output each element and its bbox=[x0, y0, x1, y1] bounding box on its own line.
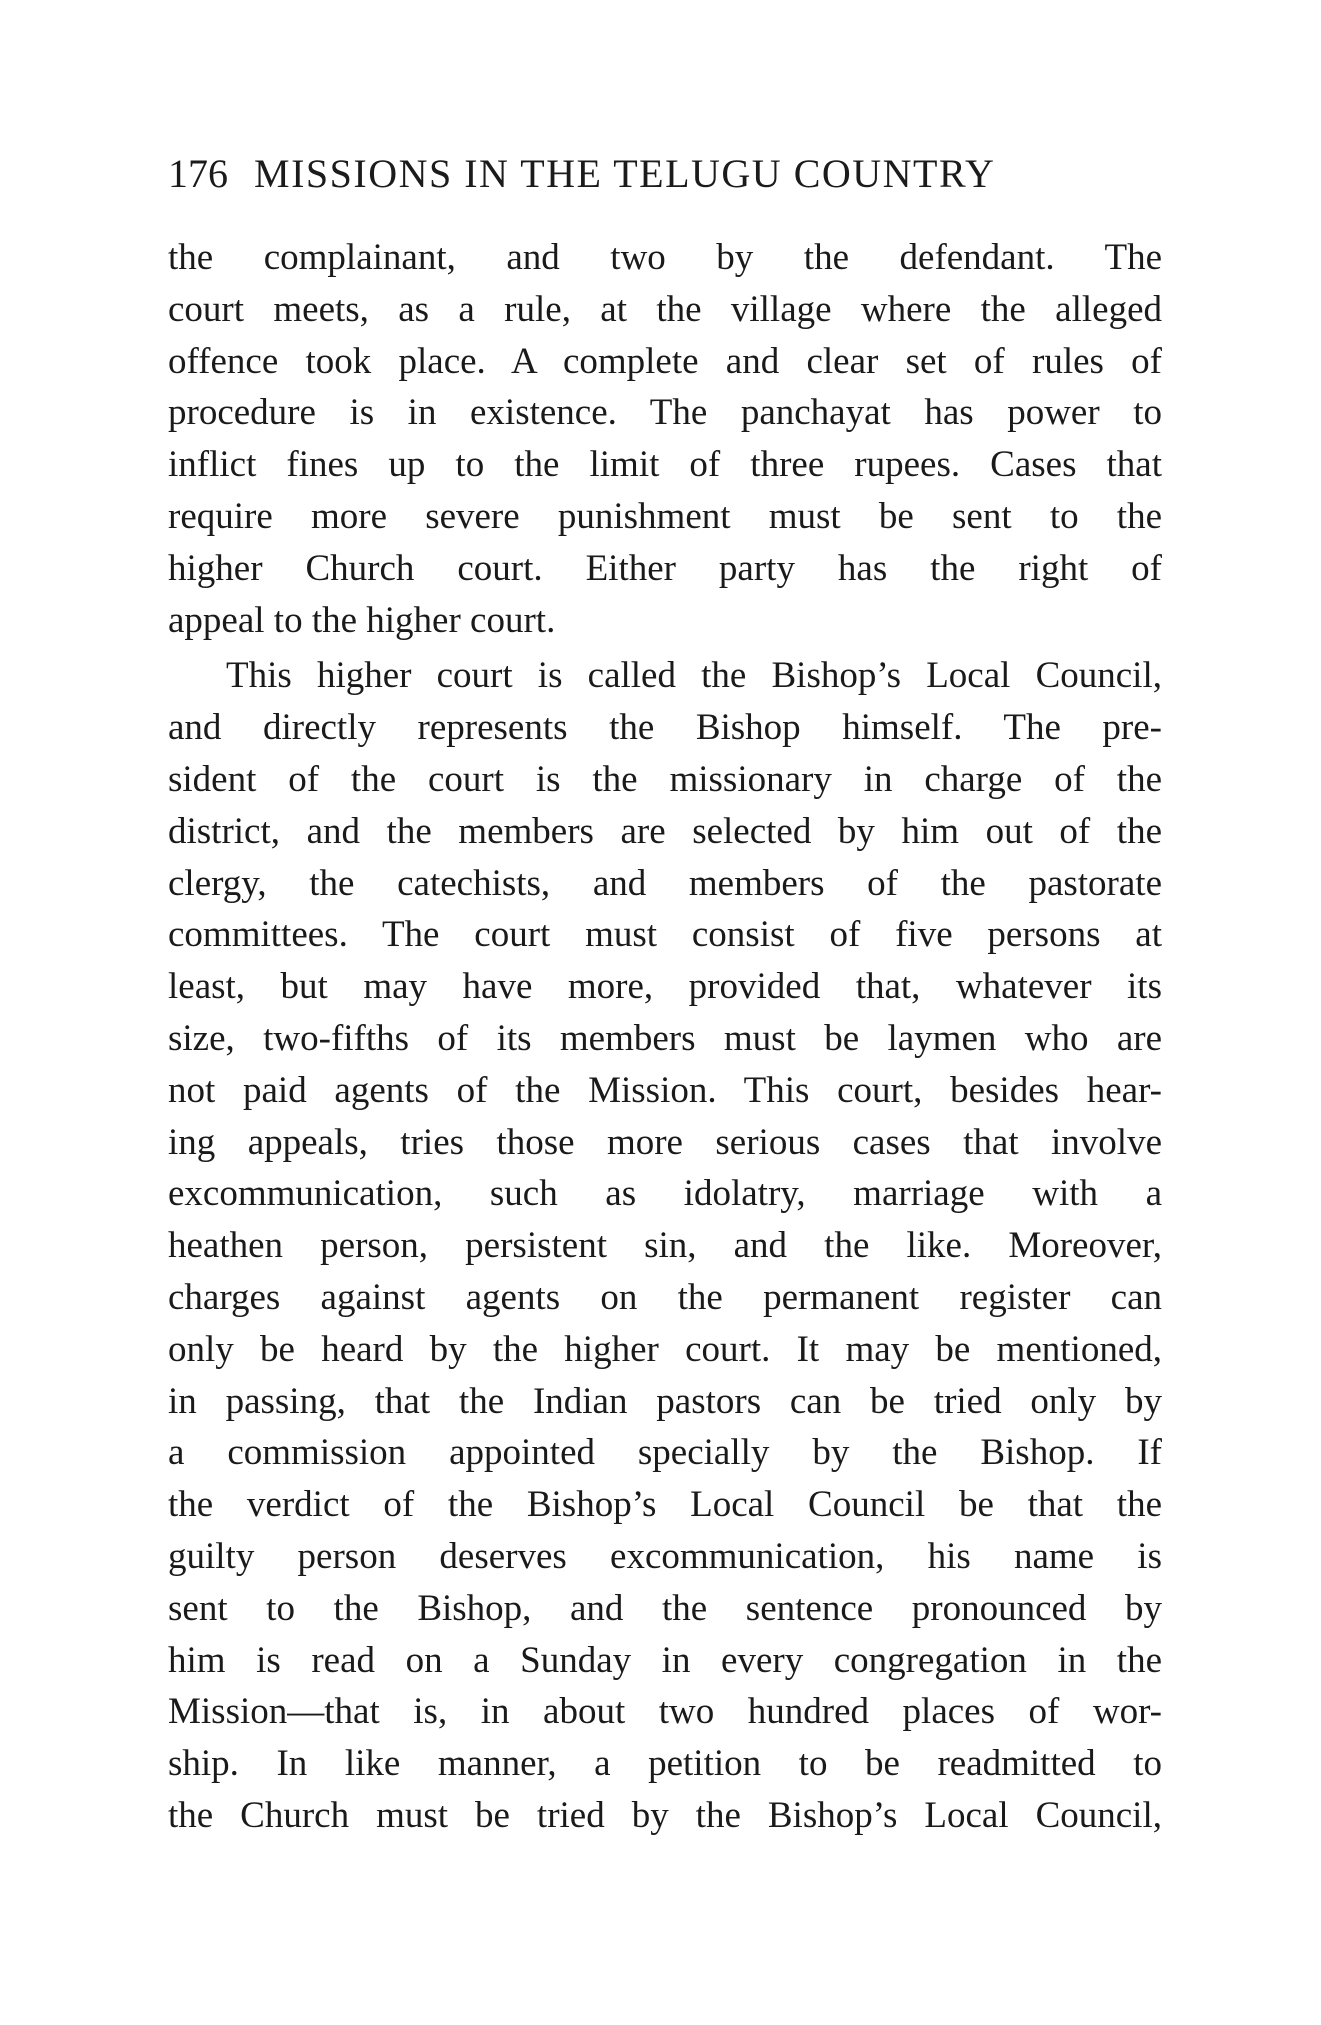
text-line: the complainant, and two by the defendant. The bbox=[168, 237, 1162, 278]
text-line: guilty person deserves excommunication, his name is bbox=[168, 1535, 1162, 1577]
text-line: higher Church court. Either party has the right of bbox=[168, 547, 1162, 589]
text-line: and directly represents the Bishop himself. The pre- bbox=[168, 707, 1162, 749]
text-line: only be heard by the higher court. It may be mentioned, bbox=[168, 1328, 1162, 1370]
running-title: MISSIONS IN THE TELUGU COUNTRY bbox=[254, 151, 996, 196]
text-line: size, two-fifths of its members must be laymen who are bbox=[168, 1017, 1162, 1059]
paragraph-2 bbox=[168, 650, 1162, 1841]
text-line: least, but may have more, provided that, whatever its bbox=[168, 966, 1162, 1008]
text-line: offence took place. A complete and clear set of rules of bbox=[168, 340, 1162, 382]
paragraph-1 bbox=[168, 232, 1162, 646]
text-line: court meets, as a rule, at the village where the alleged bbox=[168, 288, 1162, 330]
text-line: sident of the court is the missionary in charge of the bbox=[168, 758, 1162, 800]
text-line: the Church must be tried by the Bishop’s Local Council, bbox=[168, 1794, 1162, 1836]
text-line: procedure is in existence. The panchayat has power to bbox=[168, 392, 1162, 434]
text-line: clergy, the catechists, and members of the pastorate bbox=[168, 862, 1162, 904]
text-line: excommunication, such as idolatry, marriage with a bbox=[168, 1173, 1162, 1215]
text-line: him is read on a Sunday in every congregation in the bbox=[168, 1639, 1162, 1681]
text-line: in passing, that the Indian pastors can be tried only by bbox=[168, 1380, 1162, 1422]
body-text bbox=[168, 232, 1162, 1842]
text-line: a commission appointed specially by the Bishop. If bbox=[168, 1432, 1162, 1474]
text-line: the verdict of the Bishop’s Local Council be that the bbox=[168, 1484, 1162, 1526]
text-line: committees. The court must consist of five persons at bbox=[168, 914, 1162, 956]
text-line: This higher court is called the Bishop’s Local Council, bbox=[226, 655, 1162, 697]
text-line: not paid agents of the Mission. This court, besides hear- bbox=[168, 1069, 1162, 1111]
text-line: inflict fines up to the limit of three rupees. Cases that bbox=[168, 444, 1162, 486]
text-line: require more severe punishment must be sent to the bbox=[168, 495, 1162, 537]
text-line: sent to the Bishop, and the sentence pronounced by bbox=[168, 1587, 1162, 1629]
text-line: Mission—that is, in about two hundred places of wor- bbox=[168, 1691, 1162, 1733]
text-line: heathen person, persistent sin, and the like. Moreover, bbox=[168, 1225, 1162, 1267]
text-line: district, and the members are selected by him out of the bbox=[168, 810, 1162, 852]
text-line: ing appeals, tries those more serious cases that involve bbox=[168, 1121, 1162, 1163]
text-line: charges against agents on the permanent register can bbox=[168, 1276, 1162, 1318]
text-line: ship. In like manner, a petition to be readmitted to bbox=[168, 1743, 1162, 1785]
text-line: appeal to the higher court. bbox=[168, 599, 556, 641]
page-number: 176 bbox=[168, 151, 228, 196]
running-header bbox=[168, 150, 1168, 197]
